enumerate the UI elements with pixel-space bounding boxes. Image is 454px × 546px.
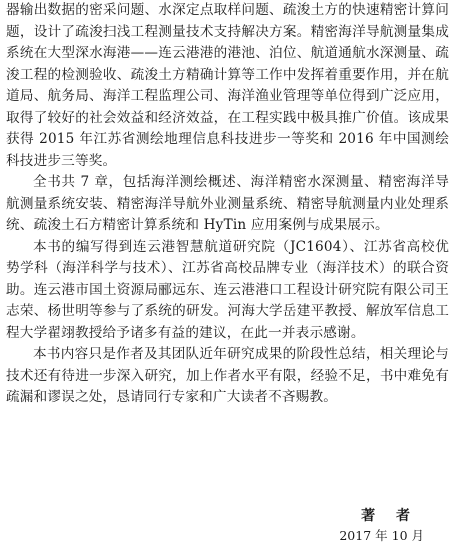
paragraph-4: 本书内容只是作者及其团队近年研究成果的阶段性总结，相关理论与技术还有待进一步深入研究，加上作者水平有限，经验不足，书中难免有疏漏和谬误之处，恳请同行专家和广大读者不吝赐教。 bbox=[6, 346, 449, 405]
paragraph-3: 本书的编写得到连云港智慧航道研究院（JC1604）、江苏省高校优势学科（海洋科学与技术）、江苏省高校品牌专业（海洋技术）的联合资助。连云港市国土资源局郦远东、连云港港口工程设计研究院有限公司王志荣、杨世明等参与了系统的研发。河海大学岳建平教授、解放军信息工程大学翟翊教授给予诸多有益的建议，在此一并表示感谢。 bbox=[6, 238, 449, 341]
preface-date: 2017 年 10 月 bbox=[339, 528, 424, 543]
author-signature: 著 者 bbox=[361, 508, 418, 524]
paragraph-1: 器输出数据的密采问题、水深定点取样问题、疏浚土方的快速精密计算问题，设计了疏浚扫浅工程测量技术支持解决方案。精密海洋导航测量集成系统在大型深水海港——连云港港的港池、泊位、航道通航水深测量、疏浚工程的检测验收、疏浚土方精确计算等工作中发挥着重要作用，并在航道局、航务局、海洋工程监理公司、海洋渔业管理等单位得到广泛应用，取得了较好的社会效益和经济效益，在工程实践中极具推广价值。该成果获得 2015 年江苏省测绘地理信息科技进步一等奖和 2016 年中国测绘科技进步三等奖。 bbox=[6, 2, 449, 169]
paragraph-2: 全书共 7 章，包括海洋测绘概述、海洋精密水深测量、精密海洋导航测量系统安装、精密海洋导航外业测量系统、精密导航测量内业处理系统、疏浚土石方精密计算系统和 HyTin 应用案例与成果展示。 bbox=[6, 174, 449, 233]
preface-body bbox=[6, 0, 449, 409]
